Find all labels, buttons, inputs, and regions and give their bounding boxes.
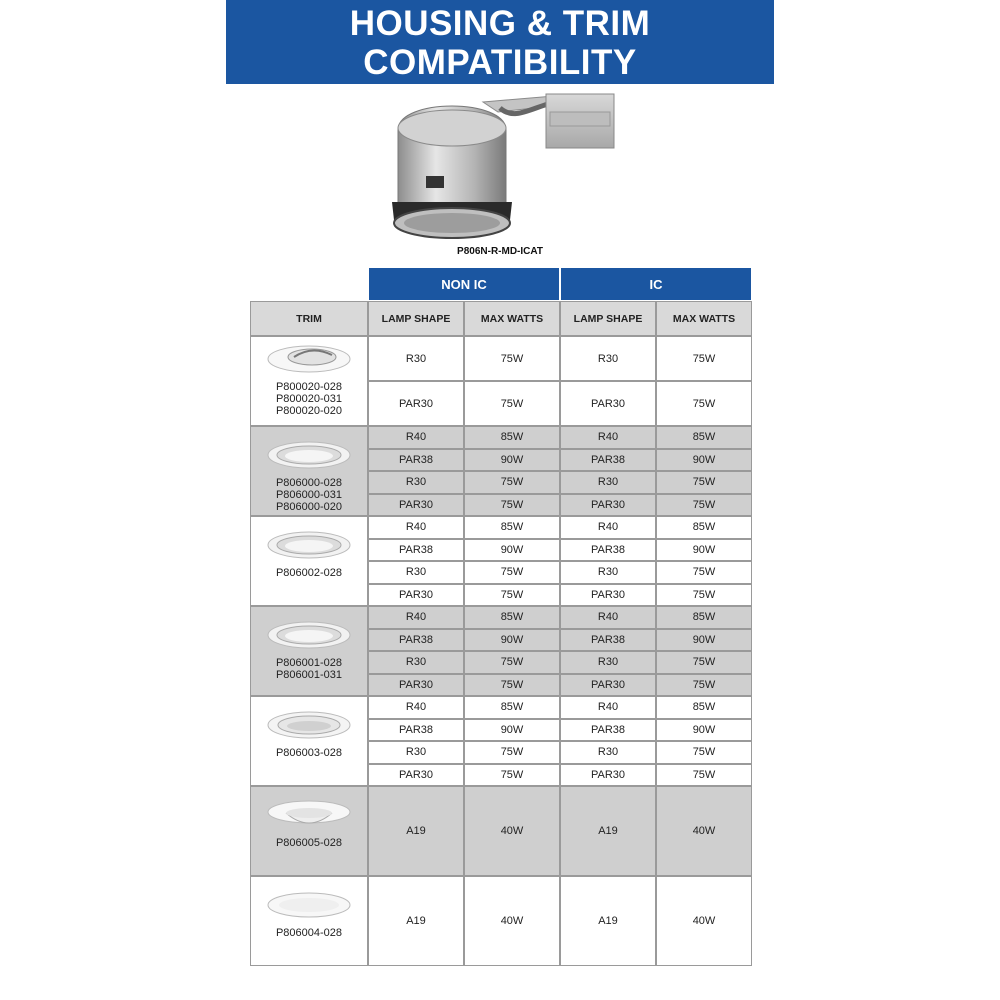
title-line-2: COMPATIBILITY bbox=[363, 43, 637, 82]
col-header-max-watts-ic: MAX WATTS bbox=[656, 301, 752, 336]
max-watts-non-ic-cell: 90W bbox=[464, 629, 560, 652]
max-watts-ic-cell: 40W bbox=[656, 876, 752, 966]
lamp-shape-non-ic-cell: PAR38 bbox=[368, 719, 464, 742]
trim-image-icon bbox=[266, 619, 352, 651]
trim-cell bbox=[250, 876, 368, 966]
trim-model-number: P806000-031 bbox=[275, 489, 343, 501]
lamp-shape-ic-cell: PAR30 bbox=[560, 381, 656, 426]
max-watts-non-ic-cell: 40W bbox=[464, 786, 560, 876]
max-watts-ic-cell: 75W bbox=[656, 651, 752, 674]
max-watts-non-ic-cell: 40W bbox=[464, 876, 560, 966]
max-watts-ic-cell: 75W bbox=[656, 336, 752, 381]
trim-model-number: P806000-028 bbox=[275, 477, 343, 489]
max-watts-non-ic-cell: 85W bbox=[464, 606, 560, 629]
max-watts-non-ic-cell: 85W bbox=[464, 696, 560, 719]
lamp-shape-ic-cell: R30 bbox=[560, 561, 656, 584]
lamp-shape-ic-cell: R40 bbox=[560, 606, 656, 629]
trim-image-icon bbox=[266, 709, 352, 741]
max-watts-ic-cell: 75W bbox=[656, 494, 752, 517]
lamp-shape-non-ic-cell: A19 bbox=[368, 876, 464, 966]
lamp-shape-ic-cell: R30 bbox=[560, 651, 656, 674]
lamp-shape-non-ic-cell: R30 bbox=[368, 471, 464, 494]
trim-model-number: P800020-028 bbox=[275, 381, 343, 393]
max-watts-non-ic-cell: 75W bbox=[464, 674, 560, 697]
lamp-shape-ic-cell: PAR38 bbox=[560, 539, 656, 562]
max-watts-ic-cell: 75W bbox=[656, 584, 752, 607]
trim-model-number: P806002-028 bbox=[275, 567, 343, 579]
housing-model-label: P806N-R-MD-ICAT bbox=[457, 246, 543, 257]
max-watts-ic-cell: 75W bbox=[656, 381, 752, 426]
max-watts-ic-cell: 75W bbox=[656, 764, 752, 787]
max-watts-non-ic-cell: 85W bbox=[464, 516, 560, 539]
trim-cell bbox=[250, 426, 368, 516]
lamp-shape-non-ic-cell: A19 bbox=[368, 786, 464, 876]
max-watts-ic-cell: 85W bbox=[656, 606, 752, 629]
lamp-shape-ic-cell: R40 bbox=[560, 696, 656, 719]
lamp-shape-non-ic-cell: R30 bbox=[368, 561, 464, 584]
lamp-shape-ic-cell: PAR30 bbox=[560, 764, 656, 787]
lamp-shape-ic-cell: PAR38 bbox=[560, 449, 656, 472]
page-title bbox=[226, 0, 774, 84]
lamp-shape-ic-cell: PAR38 bbox=[560, 629, 656, 652]
trim-image-icon bbox=[266, 343, 352, 375]
lamp-shape-non-ic-cell: PAR30 bbox=[368, 584, 464, 607]
lamp-shape-ic-cell: A19 bbox=[560, 876, 656, 966]
lamp-shape-ic-cell: R30 bbox=[560, 336, 656, 381]
max-watts-non-ic-cell: 90W bbox=[464, 719, 560, 742]
housing-image bbox=[388, 90, 620, 242]
lamp-shape-non-ic-cell: PAR30 bbox=[368, 764, 464, 787]
trim-cell bbox=[250, 786, 368, 876]
group-header-non-ic: NON IC bbox=[368, 267, 560, 301]
trim-cell bbox=[250, 696, 368, 786]
lamp-shape-ic-cell: R30 bbox=[560, 471, 656, 494]
lamp-shape-non-ic-cell: PAR30 bbox=[368, 674, 464, 697]
max-watts-ic-cell: 90W bbox=[656, 539, 752, 562]
lamp-shape-non-ic-cell: R40 bbox=[368, 426, 464, 449]
max-watts-non-ic-cell: 75W bbox=[464, 471, 560, 494]
max-watts-ic-cell: 85W bbox=[656, 696, 752, 719]
lamp-shape-non-ic-cell: PAR38 bbox=[368, 629, 464, 652]
trim-cell bbox=[250, 516, 368, 606]
group-header-ic: IC bbox=[560, 267, 752, 301]
col-header-trim: TRIM bbox=[250, 301, 368, 336]
lamp-shape-non-ic-cell: PAR38 bbox=[368, 539, 464, 562]
lamp-shape-non-ic-cell: PAR30 bbox=[368, 494, 464, 517]
trim-image-icon bbox=[266, 439, 352, 471]
max-watts-non-ic-cell: 75W bbox=[464, 381, 560, 426]
max-watts-non-ic-cell: 90W bbox=[464, 539, 560, 562]
lamp-shape-ic-cell: PAR30 bbox=[560, 494, 656, 517]
col-header-lamp-shape-ic: LAMP SHAPE bbox=[560, 301, 656, 336]
lamp-shape-non-ic-cell: PAR38 bbox=[368, 449, 464, 472]
max-watts-ic-cell: 85W bbox=[656, 516, 752, 539]
lamp-shape-ic-cell: PAR30 bbox=[560, 584, 656, 607]
max-watts-non-ic-cell: 75W bbox=[464, 764, 560, 787]
lamp-shape-non-ic-cell: R30 bbox=[368, 336, 464, 381]
max-watts-ic-cell: 90W bbox=[656, 629, 752, 652]
trim-cell bbox=[250, 336, 368, 426]
max-watts-non-ic-cell: 75W bbox=[464, 336, 560, 381]
trim-model-number: P800020-020 bbox=[275, 405, 343, 417]
trim-model-number: P800020-031 bbox=[275, 393, 343, 405]
lamp-shape-non-ic-cell: R30 bbox=[368, 741, 464, 764]
trim-model-number: P806004-028 bbox=[275, 927, 343, 939]
max-watts-non-ic-cell: 75W bbox=[464, 651, 560, 674]
lamp-shape-non-ic-cell: PAR30 bbox=[368, 381, 464, 426]
lamp-shape-ic-cell: PAR38 bbox=[560, 719, 656, 742]
max-watts-non-ic-cell: 75W bbox=[464, 741, 560, 764]
max-watts-ic-cell: 85W bbox=[656, 426, 752, 449]
trim-model-number: P806003-028 bbox=[275, 747, 343, 759]
lamp-shape-non-ic-cell: R40 bbox=[368, 606, 464, 629]
col-header-lamp-shape-non-ic: LAMP SHAPE bbox=[368, 301, 464, 336]
max-watts-ic-cell: 40W bbox=[656, 786, 752, 876]
lamp-shape-ic-cell: R40 bbox=[560, 516, 656, 539]
lamp-shape-non-ic-cell: R40 bbox=[368, 696, 464, 719]
lamp-shape-ic-cell: PAR30 bbox=[560, 674, 656, 697]
trim-model-number: P806000-020 bbox=[275, 501, 343, 513]
trim-cell bbox=[250, 606, 368, 696]
lamp-shape-ic-cell: R30 bbox=[560, 741, 656, 764]
max-watts-non-ic-cell: 90W bbox=[464, 449, 560, 472]
trim-model-number: P806001-028 bbox=[275, 657, 343, 669]
max-watts-non-ic-cell: 75W bbox=[464, 584, 560, 607]
col-header-max-watts-non-ic: MAX WATTS bbox=[464, 301, 560, 336]
max-watts-non-ic-cell: 75W bbox=[464, 561, 560, 584]
max-watts-ic-cell: 75W bbox=[656, 741, 752, 764]
lamp-shape-ic-cell: A19 bbox=[560, 786, 656, 876]
trim-model-number: P806005-028 bbox=[275, 837, 343, 849]
title-line-1: HOUSING & TRIM bbox=[349, 4, 651, 43]
max-watts-non-ic-cell: 85W bbox=[464, 426, 560, 449]
max-watts-ic-cell: 90W bbox=[656, 719, 752, 742]
lamp-shape-non-ic-cell: R30 bbox=[368, 651, 464, 674]
max-watts-ic-cell: 75W bbox=[656, 471, 752, 494]
lamp-shape-non-ic-cell: R40 bbox=[368, 516, 464, 539]
max-watts-ic-cell: 75W bbox=[656, 561, 752, 584]
trim-image-icon bbox=[266, 799, 352, 831]
max-watts-non-ic-cell: 75W bbox=[464, 494, 560, 517]
max-watts-ic-cell: 90W bbox=[656, 449, 752, 472]
trim-image-icon bbox=[266, 529, 352, 561]
trim-model-number: P806001-031 bbox=[275, 669, 343, 681]
trim-image-icon bbox=[266, 889, 352, 921]
lamp-shape-ic-cell: R40 bbox=[560, 426, 656, 449]
max-watts-ic-cell: 75W bbox=[656, 674, 752, 697]
